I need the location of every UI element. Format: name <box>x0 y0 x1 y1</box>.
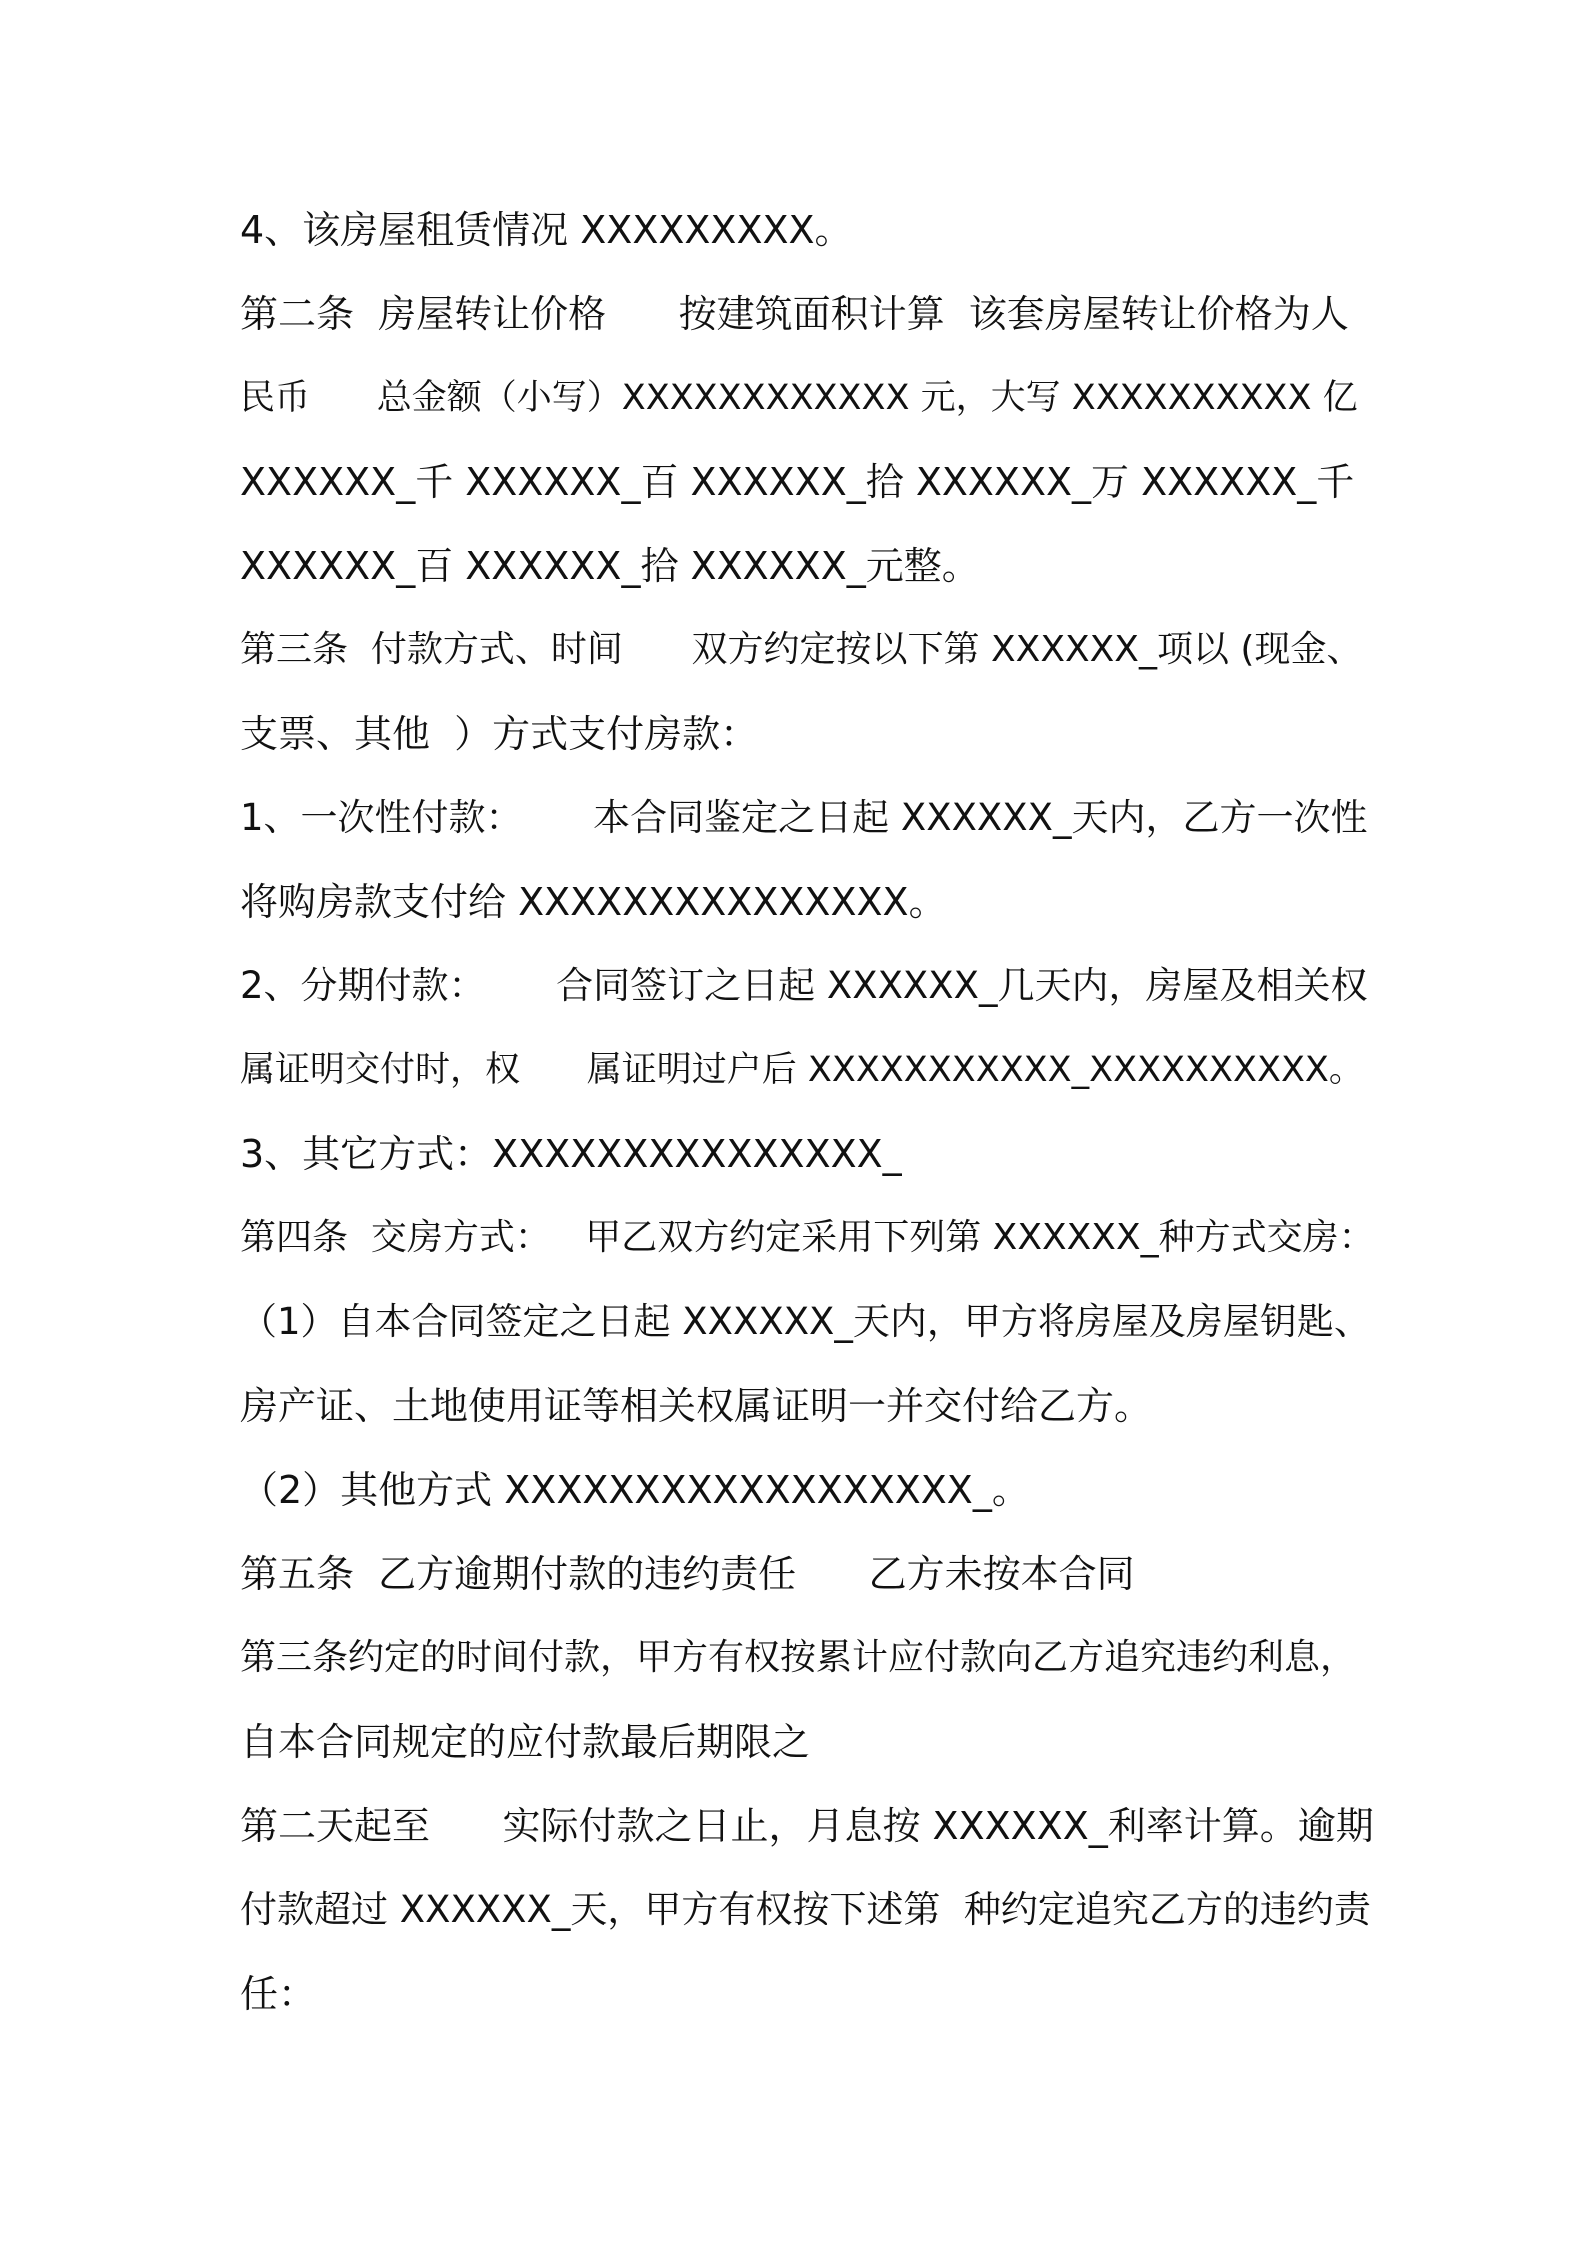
text-line-6: 第三条 付款方式、时间 双方约定按以下第 XXXXXX_项以 (现金、 <box>240 629 1363 670</box>
document-page <box>240 205 1380 2053</box>
text-line-19: 自本合同规定的应付款最后期限之 <box>240 1720 811 1764</box>
text-line-22: 任： <box>240 1972 317 2016</box>
text-line-21: 付款超过 XXXXXX_天，甲方有权按下述第 种约定追究乙方的违约责 <box>240 1888 1371 1931</box>
text-line-11: 属证明交付时，权 属证明过户后 XXXXXXXXXXX_XXXXXXXXXX。 <box>240 1050 1364 1090</box>
text-line-12: 3、其它方式：XXXXXXXXXXXXXXX_ <box>240 1132 902 1176</box>
text-line-7: 支票、其他 ）方式支付房款： <box>240 712 759 756</box>
text-line-1: 4、该房屋租赁情况 XXXXXXXXX。 <box>240 208 853 252</box>
text-line-15: 房产证、土地使用证等相关权属证明一并交付给乙方。 <box>240 1384 1153 1428</box>
text-line-18: 第三条约定的时间付款，甲方有权按累计应付款向乙方追究违约利息， <box>240 1637 1357 1678</box>
text-line-3: 民币 总金额（小写）XXXXXXXXXXXX 元，大写 XXXXXXXXXX 亿 <box>240 378 1358 418</box>
text-line-9: 将购房款支付给 XXXXXXXXXXXXXXX。 <box>240 880 947 924</box>
text-line-8: 1、一次性付款： 本合同鉴定之日起 XXXXXX_天内，乙方一次性 <box>240 796 1368 839</box>
text-line-16: （2）其他方式 XXXXXXXXXXXXXXXXXX_。 <box>240 1468 1030 1512</box>
text-line-20: 第二天起至 实际付款之日止，月息按 XXXXXX_利率计算。逾期 <box>240 1804 1374 1848</box>
text-line-13: 第四条 交房方式： 甲乙双方约定采用下列第 XXXXXX_种方式交房： <box>240 1217 1375 1258</box>
text-line-5: XXXXXX_百 XXXXXX_拾 XXXXXX_元整。 <box>240 544 980 588</box>
text-line-2: 第二条 房屋转让价格 按建筑面积计算 该套房屋转让价格为人 <box>240 292 1349 336</box>
text-line-14: （1）自本合同签定之日起 XXXXXX_天内，甲方将房屋及房屋钥匙、 <box>240 1300 1371 1343</box>
text-line-10: 2、分期付款： 合同签订之日起 XXXXXX_几天内，房屋及相关权 <box>240 964 1368 1007</box>
text-line-4: XXXXXX_千 XXXXXX_百 XXXXXX_拾 XXXXXX_万 XXXXXX_千 <box>240 460 1355 504</box>
text-line-17: 第五条 乙方逾期付款的违约责任 乙方未按本合同 <box>240 1552 1135 1596</box>
